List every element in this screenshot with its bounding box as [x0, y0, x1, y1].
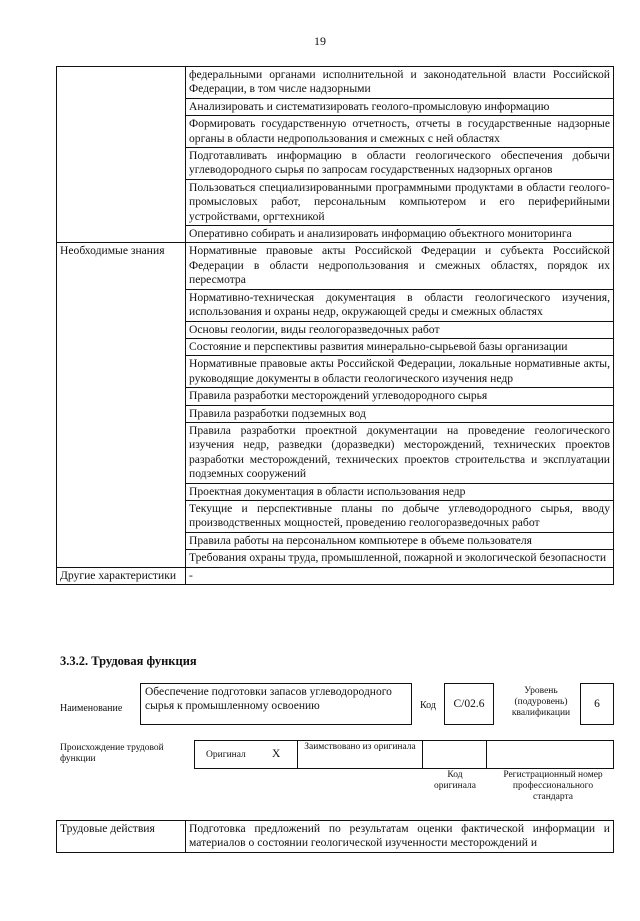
- labor-actions-label: Трудовые действия: [57, 821, 186, 853]
- labor-actions-value: Подготовка предложений по результатам оценки фактической информации и материалов о состоянии геологической изученности месторождений и: [186, 821, 614, 853]
- row-label-other: Другие характеристики: [57, 567, 186, 584]
- code-original-label: Код оригинала: [434, 770, 476, 791]
- table-cell: Формировать государственную отчетность, отчеты в государственные надзорные органы в области недропользования и смежных с ней областях: [186, 116, 614, 148]
- function-name-box: [140, 683, 412, 725]
- table-cell: Анализировать и систематизировать геолого-промысловую информацию: [186, 98, 614, 115]
- table-cell: Правила разработки подземных вод: [186, 405, 614, 422]
- function-name-value: Обеспечение подготовки запасов углеводородного сырья к промышленному освоению: [145, 686, 392, 712]
- table-cell: Нормативные правовые акты Российской Федерации и субъекта Российской Федерации в области недропользования и смежных областях, порядок их пересмотра: [186, 243, 614, 289]
- row-label-knowledge: Необходимые знания: [57, 243, 186, 567]
- table-cell: Оперативно собирать и анализировать информацию объектного мониторинга: [186, 226, 614, 243]
- name-label: Наименование: [60, 703, 123, 714]
- table-row: [57, 821, 614, 853]
- table-row: [57, 243, 614, 289]
- borrowed-label: Заимствовано из оригинала: [304, 742, 416, 752]
- origin-divider: [422, 740, 423, 769]
- table-cell: Основы геологии, виды геологоразведочных работ: [186, 321, 614, 338]
- code-label: Код: [420, 700, 436, 711]
- original-mark: X: [272, 748, 281, 760]
- table-row: [57, 67, 614, 99]
- table-cell: Пользоваться специализированными программными продуктами в области геолого-промысловых работ, персональным компьютером и его периферийными устройствами, оргтехникой: [186, 179, 614, 225]
- original-label: Оригинал: [206, 750, 246, 760]
- origin-divider: [486, 740, 487, 769]
- table-cell: федеральными органами исполнительной и законодательной власти Российской Федерации, в том числе надзорными: [186, 67, 614, 99]
- table-cell: Подготавливать информацию в области геологического обеспечения добычи углеводородного сырья по запросам государственных надзорных органов: [186, 148, 614, 180]
- code-box: [444, 683, 494, 725]
- table-cell: Нормативные правовые акты Российской Федерации, локальные нормативные акты, руководящие документы в области геологического изучения недр: [186, 356, 614, 388]
- row-label: [57, 67, 186, 243]
- skills-knowledge-table: [56, 66, 614, 585]
- table-cell: Состояние и перспективы развития минерально-сырьевой базы организации: [186, 338, 614, 355]
- reg-number-label: Регистрационный номер профессионального стандарта: [503, 770, 603, 802]
- level-value: 6: [594, 698, 600, 710]
- table-cell: Нормативно-техническая документация в области геологического изучения, использования и охраны недр, окружающей среды и смежных областях: [186, 289, 614, 321]
- table-cell: Правила разработки месторождений углеводородного сырья: [186, 388, 614, 405]
- page-number: 19: [314, 34, 326, 48]
- level-box: [580, 683, 614, 725]
- labor-actions-table: [56, 820, 614, 853]
- origin-label: Происхождение трудовой функции: [60, 743, 164, 764]
- section-title: 3.3.2. Трудовая функция: [60, 654, 197, 668]
- table-cell: Требования охраны труда, промышленной, пожарной и экологической безопасности: [186, 550, 614, 567]
- table-cell: -: [186, 567, 614, 584]
- level-label: Уровень (подуровень) квалификации: [511, 686, 571, 718]
- table-cell: Правила работы на персональном компьютере в объеме пользователя: [186, 532, 614, 549]
- origin-divider: [297, 740, 298, 769]
- table-cell: Правила разработки проектной документации на проведение геологического изучения недр, разведки (доразведки) месторождений, технических проектов разработки месторождений, технических проектов строительства и эксплуатации подземных сооружений: [186, 422, 614, 483]
- table-cell: Текущие и перспективные планы по добыче углеводородного сырья, вводу производственных мощностей, проведению геологоразведочных работ: [186, 500, 614, 532]
- table-row: [57, 567, 614, 584]
- code-value: C/02.6: [453, 698, 485, 710]
- table-cell: Проектная документация в области использования недр: [186, 483, 614, 500]
